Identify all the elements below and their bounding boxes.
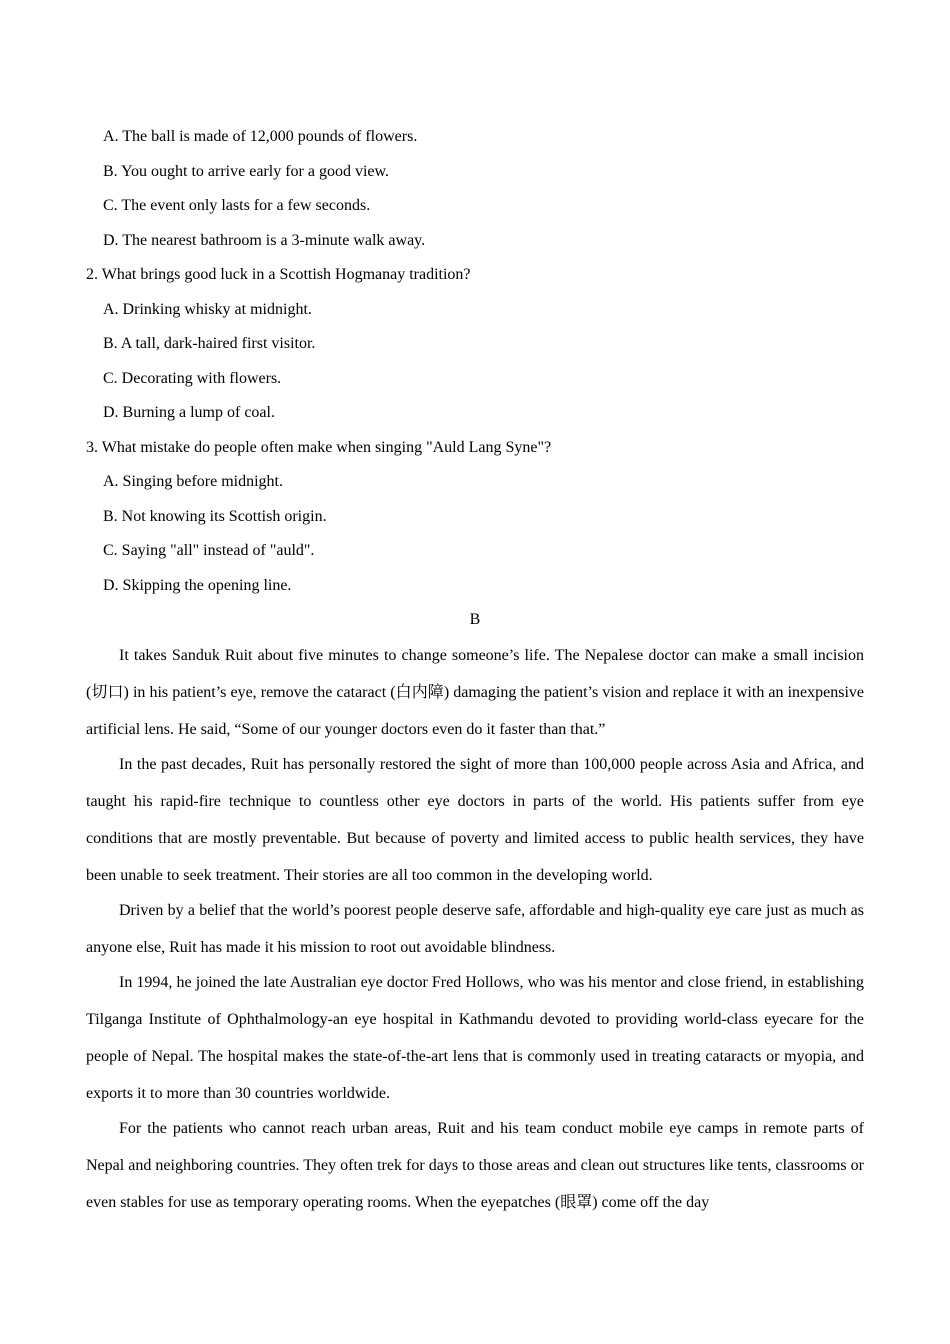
- q2-option-d: D. Burning a lump of coal.: [103, 404, 275, 421]
- passage-paragraph-5: For the patients who cannot reach urban areas, Ruit and his team conduct mobile eye camps in remote parts of Nepal and neighboring countries. They often trek for days to those areas and clean out structures like tents, classrooms or even stables for use as temporary operating rooms. When the eyepatches (眼罩) come off the day: [86, 1119, 864, 1211]
- q1-option-b: B. You ought to arrive early for a good view.: [103, 162, 390, 180]
- q1-option-c: C. The event only lasts for a few seconds.: [103, 197, 371, 214]
- q3-option-b: B. Not knowing its Scottish origin.: [103, 507, 327, 525]
- passage-paragraph-3: Driven by a belief that the world’s poorest people deserve safe, affordable and high-quality eye care just as much as anyone else, Ruit has made it his mission to root out avoidable blindness.: [86, 901, 864, 956]
- q3-option-d: D. Skipping the opening line.: [103, 576, 292, 594]
- q1-option-a: A. The ball is made of 12,000 pounds of flowers.: [103, 128, 418, 145]
- q3-option-a: A. Singing before midnight.: [103, 473, 283, 490]
- passage-paragraph-4: In 1994, he joined the late Australian eye doctor Fred Hollows, who was his mentor and close friend, in establishing Tilganga Institute of Ophthalmology-an eye hospital in Kathmandu devoted to providing world-class eyecare for the people of Nepal. The hospital makes the state-of-the-art lens that is commonly used in treating cataracts or myopia, and exports it to more than 30 countries worldwide.: [86, 973, 864, 1102]
- q3-question: 3. What mistake do people often make when singing "Auld Lang Syne"?: [86, 438, 552, 456]
- q2-option-b: B. A tall, dark-haired first visitor.: [103, 335, 316, 352]
- q3-option-c: C. Saying "all" instead of "auld".: [103, 542, 315, 559]
- section-b-title: B: [469, 611, 481, 628]
- q2-option-a: A. Drinking whisky at midnight.: [103, 300, 312, 318]
- q2-option-c: C. Decorating with flowers.: [103, 369, 282, 387]
- q1-option-d: D. The nearest bathroom is a 3-minute walk away.: [103, 231, 426, 249]
- passage-paragraph-1: It takes Sanduk Ruit about five minutes to change someone’s life. The Nepalese doctor can make a small incision (切口) in his patient’s eye, remove the cataract (白内障) damaging the patient’s vision and replace it with an inexpensive artificial lens. He said, “Some of our younger doctors even do it faster than that.”: [86, 646, 864, 738]
- passage-paragraph-2: In the past decades, Ruit has personally restored the sight of more than 100,000 people across Asia and Africa, and taught his rapid-fire technique to countless other eye doctors in parts of the world. His patients suffer from eye conditions that are mostly preventable. But because of poverty and limited access to public health services, they have been unable to seek treatment. Their stories are all too common in the developing world.: [86, 755, 864, 884]
- q2-question: 2. What brings good luck in a Scottish Hogmanay tradition?: [86, 266, 471, 283]
- document-page: [86, 126, 864, 1221]
